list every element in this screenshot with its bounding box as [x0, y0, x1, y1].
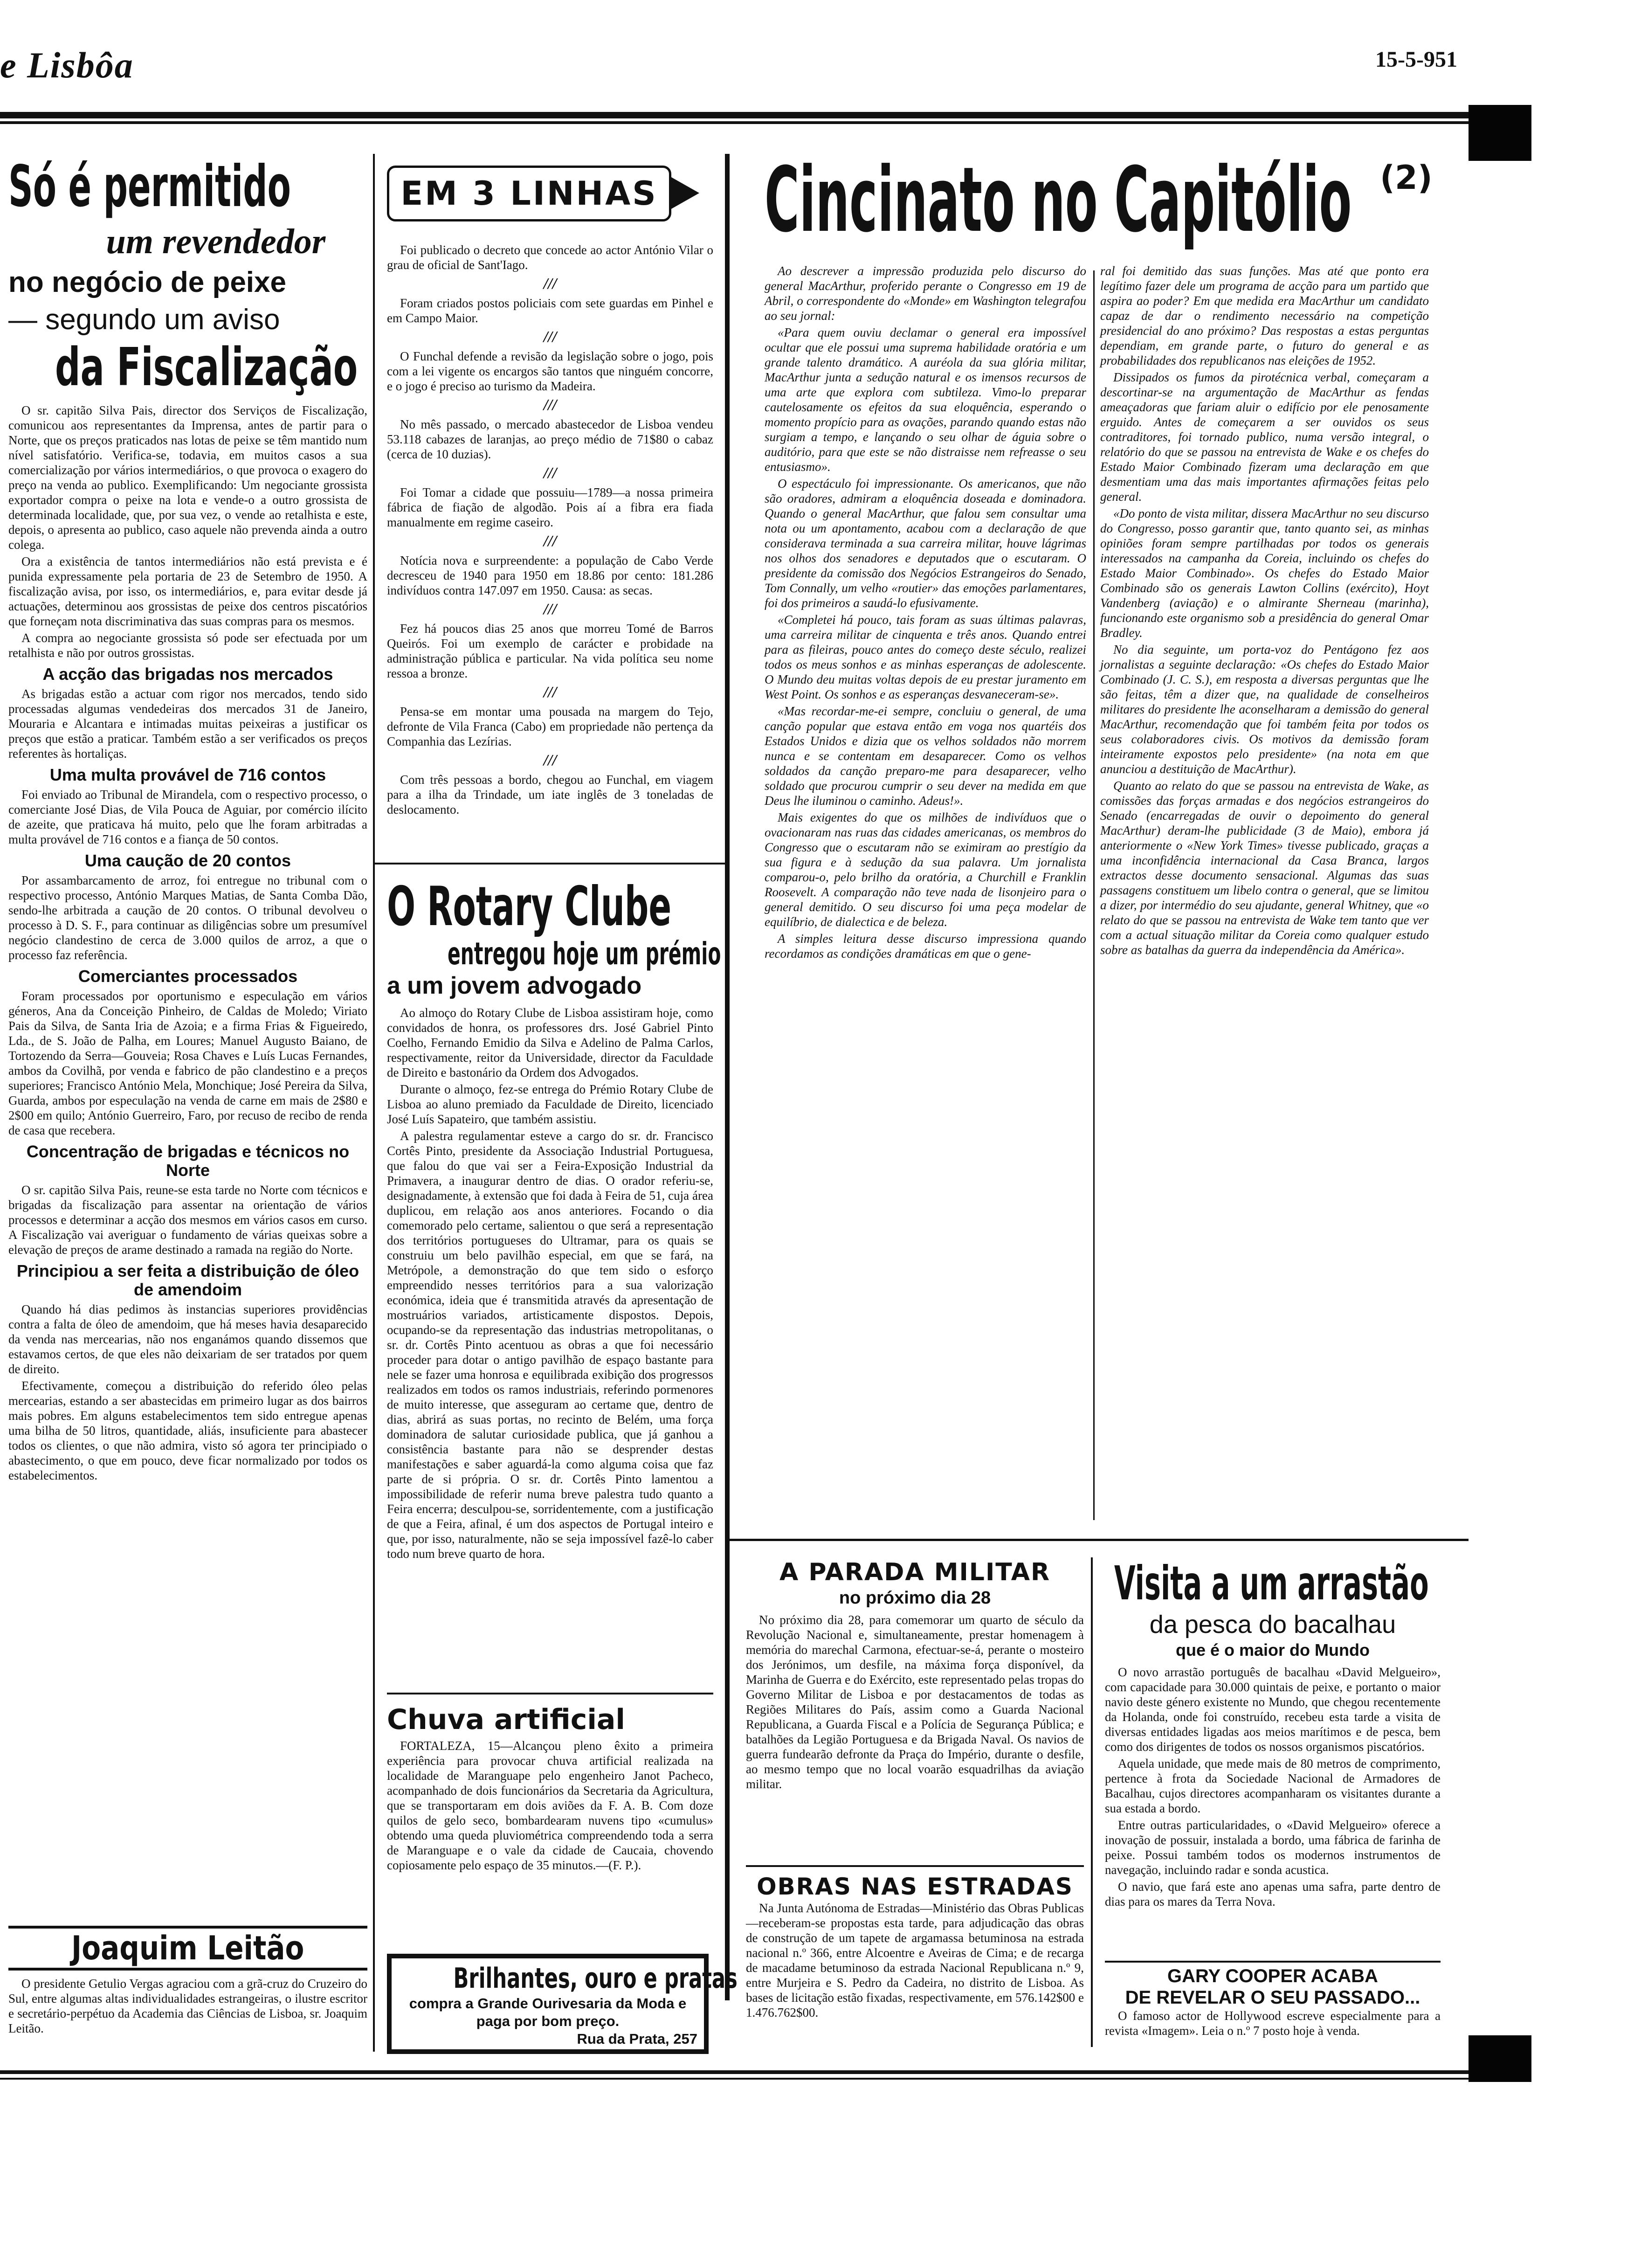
visita-sub2: que é o maior do Mundo [1176, 1640, 1370, 1660]
em3-item: Foi Tomar a cidade que possuiu—1789—a nossa primeira fábrica de fiação de algodão. Pois aí a fibra era fiada manualmente em regime caseiro. [387, 485, 713, 529]
joaquim-leitao-block [8, 1926, 367, 2038]
body-paragraph: Dissipados os fumos da pirotécnica verbal, começaram a descortinar-se na argumentação de MacArthur as fendas ameaçadoras que fariam aluir o edifício por ele penosamente erguido. Antes de começarem a ser ouvidos os seus contraditores, foi tornado publico, numa versão integral, o relatório do que se passou na entrevista de Wake e os chefes do Estado Maior Combinado fizeram uma declaração em que desmentiam uma das mais importantes afirmações feitas pelo general. [1100, 370, 1429, 504]
chuva-title: Chuva artificial [387, 1703, 625, 1736]
body-paragraph: O novo arrastão português de bacalhau «David Melgueiro», com capacidade para 30.000 quintais de peixe, e portanto o maior navio deste género existente no Mundo, que chegou recentemente da Holanda, onde foi construído, recebeu esta tarde a visita de diversas entidades ligadas aos meios marítimos e de pesca, bem como dos dirigentes de todos os nossos organismos piscatórios. [1105, 1665, 1441, 1754]
divider-3 [1091, 1557, 1093, 2047]
em3-separator: /// [543, 396, 557, 414]
em3-item: Notícia nova e surpreendente: a população de Cabo Verde decresceu de 1940 para 1950 em 18.86 por cento: 181.286 indivíduos contra 147.097 em 1950. Causa: as secas. [387, 553, 713, 597]
cincinato-title: Cincinato no Capitólio [765, 148, 1352, 252]
rotary-title: O Rotary Clube [387, 875, 672, 938]
em3-item: No mês passado, o mercado abastecedor de Lisboa vendeu 53.118 cabazes de laranjas, ao preço médio de 71$80 o cabaz (cerca de 10 duzias). [387, 417, 713, 461]
body-paragraph: A palestra regulamentar esteve a cargo do sr. dr. Francisco Cortês Pinto, presidente da Associação Industrial Portuguesa, que falou do que vai ser a Feira-Exposição Industrial da Primavera, a inaugurar dentro de dias. O orador referiu-se, designadamente, à extensão que foi dada à Feira de 51, cuja área duplicou, em relação aos anos anteriores. Focando o dia comemorado pelo certame, salientou o que será a representação dos territórios portugueses do Ultramar, para os quais se construiu um belo pavilhão especial, em que se fará, na Metrópole, a demonstração do que tem sido o esforço empreendido nesses territórios para a sua valorização económica, ideia que é transmitida através da apresentação de mostruários variados, artisticamente dispostos. Depois, ocupando-se da representação das industrias metropolitanas, o sr. dr. Cortês Pinto acentuou as obras a que foi necessário proceder para dotar o antigo pavilhão de espaço bastante para nele se fazer uma honrosa e equilibrada exibição dos progressos realizados em todos os ramos industriais, referindo pormenores de muito interesse, que asseguram ao certame que, dentro de dias, abrirá as suas portas, no recinto de Belém, uma força dominadora de salutar curiosidade publica, que já ganhou a consistência bastante para não se desprender destas manifestações e saber aguardá-la como alguma coisa que faz parte de si própria. O sr. dr. Cortês Pinto lamentou a impossibilidade de referir numa breve palestra tudo quanto a Feira encerra; desculpou-se, sorridentemente, com a justificação de que a Feira, afinal, é um dos aspectos de Portugal inteiro e que, por isso, naturalmente, não se seja impossível fazê-lo caber todo num breve quarto de hora. [387, 1129, 713, 1561]
em3-item: Com três pessoas a bordo, chegou ao Funchal, em viagem para a ilha da Trindade, um iate inglês de 3 toneladas de deslocamento. [387, 773, 713, 816]
header-rule [0, 112, 1469, 118]
visita-article [1105, 1557, 1441, 1911]
ad-box [387, 1954, 738, 2054]
ad-line2: compra a Grande Ourivesaria da Moda e paga por bom preço. [409, 1995, 687, 2029]
divider-2 [725, 154, 730, 2000]
body-paragraph: As brigadas estão a actuar com rigor nos mercados, tendo sido processadas algumas vendedeiras dos mercados 31 de Janeiro, Mouraria e Alcantara e intimadas muitas peixeiras a justificar os preços que estão a praticar. Também estão a ser verificados os preços referentes às hortaliças. [8, 687, 367, 761]
left-column [8, 154, 367, 1485]
parada-article [746, 1557, 1084, 1793]
subhead: A acção das brigadas nos mercados [42, 664, 333, 684]
em3-column [387, 242, 713, 819]
parada-title: A PARADA MILITAR [779, 1558, 1051, 1586]
joaquim-leitao-title [8, 1926, 367, 1971]
body-paragraph: Quanto ao relato do que se passou na entrevista de Wake, as comissões das forças armadas e dos negócios estrangeiros do Senado (encarregadas de ouvir o depoimento do general MacArthur) deram-lhe publicidade (3 de Maio), embora já anteriormente o «New York Times» tivesse publicado, graças a uma inconfidência internacional da Casa Branca, largos extractos desse documento sensacional. Algumas das suas passagens constituem um libelo contra o general, que se limitou a dizer, por intermédio do seu ajudante, general Whitney, que «o relato do que se passou na entrevista de Wake tem tanto que ver com a actual situação militar da Coreia como qualquer estudo sobre as batalhas da guerra da independência da América». [1100, 779, 1429, 957]
divider-4 [1093, 270, 1095, 1520]
em3-separator: /// [543, 275, 557, 292]
subhead: Principiou a ser feita a distribuição de óleo de amendoim [16, 1261, 359, 1299]
body-paragraph: A compra ao negociante grossista só pode ser efectuada por um retalhista e não por outros grossistas. [8, 631, 367, 660]
subhead: Uma multa provável de 716 contos [49, 765, 326, 784]
masthead: e Lisbôa [0, 45, 134, 85]
em3-item: Pensa-se em montar uma pousada na margem do Tejo, defronte de Vila Franca (Cabo) em propriedade não pertença da Companhia das Lezírias. [387, 705, 713, 748]
headline-main: Só é permitido [8, 153, 291, 220]
body-paragraph: Efectivamente, começou a distribuição do referido óleo pelas mercearias, estando a ser abastecidas em primeiro lugar as dos bairros mais pobres. Em alguns estabelecimentos tem sido entregue apenas uma bilha de 50 litros, quantidade, aliás, insuficiente para abastecer todos os clientes, o que não admira, visto só agora ter principiado o abastecimento, o que em pouco, deve ficar normalizado por todos os estabelecimentos. [8, 1379, 367, 1482]
visita-title: Visita a um arrastão [1114, 1556, 1429, 1611]
em3-item: Fez há poucos dias 25 anos que morreu Tomé de Barros Queirós. Foi um exemplo de carácter e probidade na administração pública e particular. Na vida política seu nome ressoa a bronze. [387, 622, 713, 680]
em3-title: EM 3 LINHAS [400, 174, 658, 213]
visita-sub1: da pesca do bacalhau [1149, 1611, 1396, 1639]
headline-aviso: — segundo um aviso [8, 304, 280, 336]
body-paragraph: No dia seguinte, um porta-voz do Pentágono fez aos jornalistas a seguinte declaração: «Os chefes do Estado Maior Combinado (J. C. S.), em resposta a diversas perguntas que lhe são feitas, têm a dizer que, na qualidade de conselheiros militares do presidente lhe aconselharam a demissão do general MacArthur, recomendação que foi também feita por todos os seus colaboradores civis. Os motivos da demissão foram inteiramente expostos pelo presidente» (na nota em que anunciou a destituição de MacArthur). [1100, 643, 1429, 776]
body-paragraph: ral foi demitido das suas funções. Mas até que ponto era legítimo fazer dele um programa de acção para um partido que aspira ao poder? Em que medida era MacArthur um candidato capaz de dar o rendimento necessário na competição presidencial do ano próximo? Das respostas a estas perguntas dependiam, em grande parte, o futuro do general e as probabilidades dos republicanos nas eleições de 1952. [1100, 264, 1429, 367]
headline-fiscalizacao: da Fiscalização [55, 337, 358, 398]
body-paragraph: Por assambarcamento de arroz, foi entregue no tribunal com o respectivo processo, António Marques Matias, de Santa Comba Dão, sendo-lhe arbitrada a caução de 20 contos. O tribunal devolveu o processo à D. S. F., para continuar as diligências sobre um presumível negócio clandestino de cerca de 3.000 quilos de arroz, a que o processo faz referência. [8, 873, 367, 962]
body-paragraph: O navio, que fará este ano apenas uma safra, parte dentro de dias para os mares da Terra Nova. [1105, 1880, 1441, 1908]
body-paragraph: «Completei há pouco, tais foram as suas últimas palavras, uma carreira militar de cinquenta e três anos. Quando entrei para as fileiras, pouco antes do começo deste século, realizei todos os meus sonhos e as minhas esperanças de adolescente. O Mundo deu muitas voltas depois de eu prestar juramento em West Point. Os sonhos e as esperanças desvaneceram-se». [765, 613, 1086, 701]
body-paragraph: Ao descrever a impressão produzida pelo discurso do general MacArthur, proferido perante o Congresso em 19 de Abril, o correspondente do «Monde» em Washington telegrafou ao seu jornal: [765, 264, 1086, 323]
ad-line1: Brilhantes, ouro e pratas [453, 1962, 738, 1995]
em3-item: Foi publicado o decreto que concede ao actor António Vilar o grau de oficial de Sant'Iago. [387, 243, 713, 272]
divider-1 [373, 154, 375, 2052]
em3-separator: /// [543, 601, 557, 618]
body-paragraph: Mais exigentes do que os milhões de indivíduos que o ovacionaram nas ruas das cidades americanas, os membros do Congresso que o escutaram não se eximiram ao prestígio da sua figura e à sedução da sua palavra. Um jornalista comparou-o, pelo brilho da oratória, a Churchill e Franklin Roosevelt. A comparação não teve nada de lisonjeiro para o general demitido. O seu discurso foi uma peça modelar de equilíbrio, de dialectica e de beleza. [765, 810, 1086, 929]
body-paragraph: Foi enviado ao Tribunal de Mirandela, com o respectivo processo, o comerciante José Dias, de Vila Pouca de Aguiar, por comércio ilícito de azeite, que praticava há muito, pelo que lhe foram arbitradas a multa provável de 716 contos e a fiança de 50 contos. [8, 788, 367, 846]
subhead: Uma caução de 20 contos [84, 851, 291, 870]
em3-item: O Funchal defende a revisão da legislação sobre o jogo, pois com a lei vigente os encargos são tantos que ninguém concorre, e o jogo é preciso ao turismo da Madeira. [387, 349, 713, 393]
gary-article [1105, 1961, 1441, 2040]
subhead: Comerciantes processados [78, 967, 298, 986]
corner-block-bottom [1469, 2035, 1531, 2082]
body-paragraph: Entre outras particularidades, o «David Melgueiro» oferece a inovação de possuir, instalada a bordo, uma fábrica de farinha de peixe. Possui também todos os modernos instrumentos de navegação, incluindo radar e sonda acustica. [1105, 1818, 1441, 1877]
body-paragraph: Durante o almoço, fez-se entrega do Prémio Rotary Clube de Lisboa ao aluno premiado da Faculdade de Direito, licenciado José Luís Sapateiro, que também assistiu. [387, 1082, 713, 1126]
headline-revendedor: um revendedor [106, 222, 326, 261]
cincinato-col2 [1100, 263, 1429, 959]
body-paragraph: Foram processados por oportunismo e especulação em vários géneros, Ana da Conceição Pinheiro, de Caldas de Moledo; Viriato Pais da Silva, de Santa Iria de Azoia; e a firma Frias & Figueiredo, Lda., de S. João de Palha, em Loures; Manuel Augusto Baiano, de Tortozendo da Serra—Gouveia; Rosa Chaves e Luís Lucas Fernandes, ambos da Covilhã, por venda e fabrico de pão clandestino e a preços superiores; Francisco António Mela, Monchique; José Pereira da Silva, Guarda, ambos por especulação na venda de carne em mais de 2$80 e 2$00 em quilo; António Guerreiro, Faro, por recuso de recibo de renda de casa que recebera. [8, 989, 367, 1137]
obras-article [746, 1865, 1084, 2022]
rotary-sub2: a um jovem advogado [387, 972, 642, 999]
em3-separator: /// [543, 684, 557, 701]
body-paragraph: Aquela unidade, que mede mais de 80 metros de comprimento, pertence à frota da Sociedade Nacional de Armadores de Bacalhau, cujos directores acompanharam os visitantes durante a sua estada a bordo. [1105, 1756, 1441, 1815]
cincinato-col1 [765, 263, 1086, 963]
em3-separator: /// [543, 328, 557, 346]
obras-text: Na Junta Autónoma de Estradas—Ministério das Obras Publicas—receberam-se propostas esta tarde, para adjudicação das obras de construção de um tapete de argamassa betuminosa na estrada nacional n.º 366, entre Alcoentre e Aveiras de Cima; e de recarga de macadame betuminoso da estrada Nacional Republicana n.º 9, entre Murjeira e S. Pedro da Cadeira, no distrito de Lisboa. As bases de licitação estão fixadas, respectivamente, em 576.142$00 e 1.476.762$00. [746, 1901, 1084, 2019]
body-paragraph: O espectáculo foi impressionante. Os americanos, que não são oradores, admiram a eloquência doseada e dominadora. Quando o general MacArthur, que falou sem consultar uma nota ou um apontamento, acabou com a declaração de que considerava terminada a sua carreira militar, houve lágrimas nos olhos dos senadores e deputados que o escutaram. O presidente da comissão dos Negócios Estrangeiros do Senado, Tom Connally, um velho «routier» das emoções parlamentares, foi dos primeiros a saudá-lo efusivamente. [765, 477, 1086, 610]
body-paragraph: «Para quem ouviu declamar o general era impossível ocultar que ele possui uma suprema habilidade oratória e um grande talento dramático. A auréola da sua glória militar, MacArthur junta a sedução natural e os imensos recursos de uma arte que explora com subtileza. Vimo-lo preparar cautelosamente os efeitos da sua eloquência, esperando o momento propício para as ovações, parando quando estas não surgiam a tempo, e lançando o seu olhar de águia sobre o auditório, para que este se não distraisse nem refreasse o seu entusiasmo». [765, 325, 1086, 474]
joaquim-leitao-title-text: Joaquim Leitão [71, 1929, 304, 1967]
gary-title2: DE REVELAR O SEU PASSADO... [1125, 1987, 1420, 2008]
gary-title1: GARY COOPER ACABA [1167, 1966, 1378, 1986]
chuva-article [387, 1693, 713, 1874]
ad-line3: Rua da Prata, 257 [577, 2031, 697, 2047]
subhead: Concentração de brigadas e técnicos no Norte [26, 1142, 350, 1180]
footer-rule [0, 2070, 1469, 2074]
em3-title-box [387, 166, 671, 221]
joaquim-leitao-text: O presidente Getulio Vergas agraciou com a grã-cruz do Cruzeiro do Sul, entre algumas altas individualidades estrangeiras, o ilustre escritor e secretário-perpétuo da Academia das Ciências de Lisboa, sr. Joaquim Leitão. [8, 1977, 367, 2035]
body-paragraph: Ao almoço do Rotary Clube de Lisboa assistiram hoje, como convidados de honra, os professores drs. José Gabriel Pinto Coelho, Fernando Emidio da Silva e Adelino de Palma Carlos, respectivamente, reitor da Universidade, director da Faculdade de Direito e bastonário da Ordem dos Advogados. [387, 1006, 713, 1079]
rotary-sub1: entregou hoje um prémio [448, 936, 721, 972]
body-paragraph: «Mas recordar-me-ei sempre, concluiu o general, de uma canção popular que estava então em voga nos quartéis dos Estados Unidos e dizia que os velhos soldados não morrem nunca e se contentam em desaparecer. Como os velhos soldados da canção preparo-me para desaparecer, velho soldado que procurou cumprir o seu dever na medida em que Deus lhe iluminou o caminho. Adeus!». [765, 704, 1086, 808]
cincinato-mark: (2) [1380, 159, 1433, 197]
body-paragraph: Quando há dias pedimos às instancias superiores providências contra a falta de óleo de amendoim, que há meses havia desaparecido da venda nas mercearias, não nos enganámos quando dissemos que estavamos certos, de que eles não deixariam de ser tratados por quem de direito. [8, 1302, 367, 1376]
obras-title: OBRAS NAS ESTRADAS [757, 1873, 1073, 1900]
body-paragraph: «Do ponto de vista militar, dissera MacArthur no seu discurso do Congresso, posso garantir que, tanto quanto sei, as minhas opiniões foram sempre partilhadas por todos os generais interessados na campanha da Coreia, incluindo os chefes do Estado Maior Combinado». Os chefes do Estado Maior Combinado são os generais Lawton Collins (exército), Hoyt Vandenberg (aviação) e o almirante Sherneau (marinha), funcionando este organismo sob a presidência do general Omar Bradley. [1100, 506, 1429, 640]
body-paragraph: Ora a existência de tantos intermediários não está prevista e é punida expressamente pela portaria de 23 de Setembro de 1950. A fiscalização avisa, por isso, os intermediários, e, para evitar desde já actuações, determinou aos grossistas de peixe dos centros piscatórios que forneçam nota discriminativa das suas compras para os mesmos. [8, 554, 367, 628]
rotary-article [387, 875, 721, 1563]
headline-peixe: no negócio de peixe [8, 266, 286, 298]
em3-separator: /// [543, 532, 557, 550]
corner-block-top [1469, 105, 1531, 161]
em3-arrow [671, 177, 699, 209]
chuva-text: FORTALEZA, 15—Alcançou pleno êxito a primeira experiência para provocar chuva artificial realizada na localidade de Maranguape pelo engenheiro Janot Pacheco, acompanhado de dois funcionários da Secretaria da Agricultura, que se transportaram em dois aviões da F. A. B. Com doze quilos de gelo seco, bombardearam nuvens tipo «cumulus» obtendo uma queda pluviométrica compreendendo toda a serra de Maranguape e o vale da cidade de Caucaia, chovendo copiosamente pelo espaço de 35 minutos.—(F. P.). [387, 1739, 713, 1872]
body-paragraph: O sr. capitão Silva Pais, reune-se esta tarde no Norte com técnicos e brigadas da fiscalização para assentar na orientação de vários processos e determinar a acção dos mesmos em vários casos em curso. A Fiscalização vai averiguar o fundamento de várias queixas sobre a elevação de preços de arame destinado a ramada na região do Norte. [8, 1183, 367, 1257]
gary-text: O famoso actor de Hollywood escreve especialmente para a revista «Imagem». Leia o n.º 7 posto hoje à venda. [1105, 2009, 1441, 2038]
parada-text: No próximo dia 28, para comemorar um quarto de século da Revolução Nacional e, simultaneamente, prestar homenagem à memória do marechal Carmona, efectuar-se-á, perante o mosteiro dos Jerónimos, um desfile, na máxima força disponível, da Marinha de Guerra e do Exército, este representado pelas tropas do Governo Militar de Lisboa e por destacamentos de todas as Regiões Militares do País, assim como a Guarda Nacional Republicana, a Guarda Fiscal e a Polícia de Segurança Pública; e batalhões da Legião Portuguesa e da Brigada Naval. Os navios de guerra fundearão defronte da Praça do Império, durante o desfile, ao mesmo tempo que no local voarão esquadrilhas da aviação militar. [746, 1613, 1084, 1791]
body-paragraph: A simples leitura desse discurso impressiona quando recordamos as condições dramáticas em que o gene- [765, 932, 1086, 961]
footer-rule-thin [0, 2078, 1469, 2080]
parada-sub: no próximo dia 28 [839, 1588, 991, 1608]
date: 15-5-951 [1375, 47, 1457, 72]
header-rule-thin [0, 121, 1469, 124]
em3-separator: /// [543, 752, 557, 769]
em3-item: Foram criados postos policiais com sete guardas em Pinhel e em Campo Maior. [387, 296, 713, 325]
em3-separator: /// [543, 464, 557, 482]
body-paragraph: O sr. capitão Silva Pais, director dos Serviços de Fiscalização, comunicou aos representantes da Imprensa, antes de partir para o Norte, que os preços praticados nas lotas de peixe se têm mantido num nível satisfatório. Verifica-se, todavia, em muitos casos a sua comercialização por vários intermediários, o que provoca o exagero do preço na venda ao publico. Exemplificando: Um negociante grossista exportador compra o peixe na lota e vende-o a outro grossista de determinada localidade, que, por sua vez, o vende ao retalhista e este, depois, o apresenta ao publico, caso aquele não prevenda ainda a outro colega. [8, 403, 367, 552]
divider-h1 [373, 863, 725, 864]
divider-h2 [730, 1539, 1469, 1541]
